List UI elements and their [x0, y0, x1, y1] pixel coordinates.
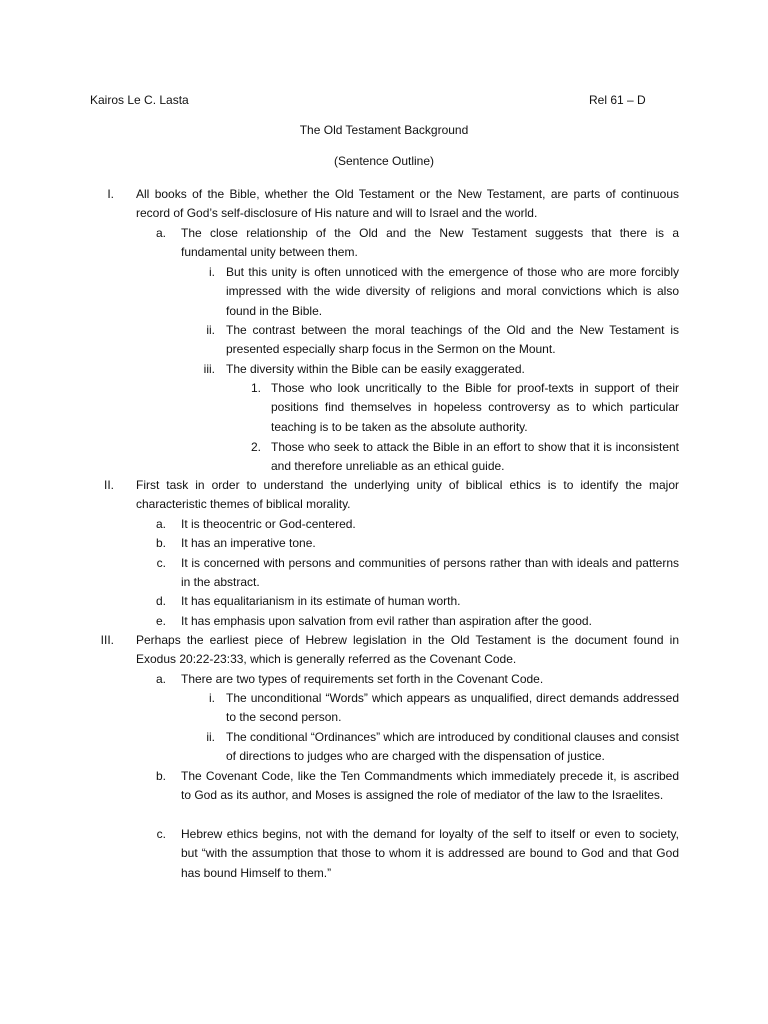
outline-text: The conditional “Ordinances” which are introduced by conditional clauses and consist of directions to judges who are charged with the dispensation of justice. [226, 730, 679, 764]
outline-marker: a. [155, 672, 166, 686]
outline-text: All books of the Bible, whether the Old Testament or the New Testament, are parts of continuous record of God’s self-disclosure of His nature and will to Israel and the world. [136, 187, 679, 221]
outline-text: Those who seek to attack the Bible in an effort to show that it is inconsistent and therefore unreliable as an ethical guide. [271, 440, 679, 474]
outline-text: The diversity within the Bible can be easily exaggerated. [226, 362, 525, 376]
outline-marker: d. [155, 594, 166, 608]
outline-text: It is concerned with persons and communities of persons rather than with ideals and patterns in the abstract. [181, 556, 679, 590]
document-title: The Old Testament Background [299, 123, 469, 137]
outline-text: It has an imperative tone. [181, 536, 316, 550]
outline-marker: I. [107, 187, 114, 201]
outline-text: There are two types of requirements set forth in the Covenant Code. [181, 672, 544, 686]
outline-text: Those who look uncritically to the Bible for proof-texts in support of their positions find themselves in hopeless controversy as to which particular teaching is to be taken as the absolute authority. [271, 381, 679, 434]
outline-marker: iii. [203, 362, 215, 376]
outline-marker: b. [155, 769, 166, 783]
outline-marker: II. [103, 478, 114, 492]
outline-text: It has equalitarianism in its estimate of human worth. [181, 594, 461, 608]
outline-marker: e. [155, 614, 166, 628]
outline-text: Perhaps the earliest piece of Hebrew legislation in the Old Testament is the document found in Exodus 20:22-23:33, which is generally referred as the Covenant Code. [136, 633, 679, 667]
outline-marker: i. [209, 265, 215, 279]
outline-marker: c. [156, 556, 166, 570]
outline-text: It is theocentric or God-centered. [181, 517, 356, 531]
outline-marker: ii. [206, 730, 215, 744]
outline-marker: a. [155, 517, 166, 531]
course-code: Rel 61 – D [589, 93, 646, 107]
outline-text: The unconditional “Words” which appears as unqualified, direct demands addressed to the second person. [226, 691, 679, 725]
outline-marker: 1. [250, 381, 261, 395]
outline-text: The Covenant Code, like the Ten Commandments which immediately precede it, is ascribed to God as its author, and Moses is assigned the role of mediator of the law to the Israelites. [181, 769, 679, 803]
outline-text: First task in order to understand the underlying unity of biblical ethics is to identify the major characteristic themes of biblical morality. [136, 478, 679, 512]
author-name: Kairos Le C. Lasta [90, 93, 189, 107]
outline-marker: a. [155, 226, 166, 240]
outline-marker: ii. [206, 323, 215, 337]
outline-marker: b. [155, 536, 166, 550]
outline-marker: III. [100, 633, 114, 647]
outline-marker: i. [209, 691, 215, 705]
outline-text: Hebrew ethics begins, not with the demand for loyalty of the self to itself or even to society, but “with the assumption that those to whom it is addressed are bound to God and that God has bound Himself to them.” [181, 827, 679, 880]
outline-text: But this unity is often unnoticed with the emergence of those who are more forcibly impressed with the wide diversity of religions and moral convictions which is also found in the Bible. [226, 265, 679, 318]
outline-marker: 2. [250, 440, 261, 454]
outline-text: The close relationship of the Old and the New Testament suggests that there is a fundamental unity between them. [181, 226, 679, 260]
outline-text: It has emphasis upon salvation from evil rather than aspiration after the good. [181, 614, 592, 628]
outline-text: The contrast between the moral teachings of the Old and the New Testament is presented especially sharp focus in the Sermon on the Mount. [226, 323, 679, 357]
document-subtitle: (Sentence Outline) [333, 154, 435, 168]
outline-marker: c. [156, 827, 166, 841]
